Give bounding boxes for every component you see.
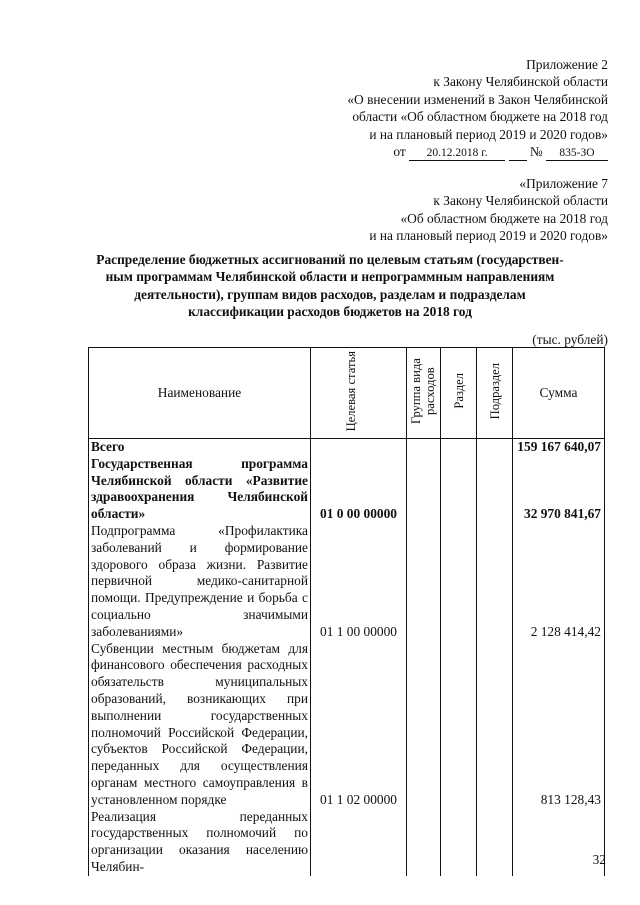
table-header-row xyxy=(89,348,605,439)
table-row xyxy=(89,641,605,809)
appendix-2-line-2: к Закону Челябинской области xyxy=(433,74,608,90)
appendix-7-header xyxy=(369,175,608,245)
header-name: Наименование xyxy=(89,348,311,439)
header-target: Целевая статья xyxy=(311,348,407,439)
row-name: Субвенции местным бюджетам для финансового обеспечения расходных обязательств муниципальных образований, возникающих при выполнении государственных полномочий Российской Федерации, субъектов Российской Федерации, переданных для осуществления органам местного самоуправления в установленном порядке xyxy=(89,641,311,809)
date-underline-gap xyxy=(509,147,527,161)
row-target: 01 1 02 00000 xyxy=(311,641,407,809)
row-section xyxy=(441,809,477,876)
row-group xyxy=(407,439,441,456)
header-section: Раздел xyxy=(441,348,477,439)
table-row xyxy=(89,456,605,523)
document-title xyxy=(80,251,580,321)
row-name: Всего xyxy=(89,439,311,456)
appendix-7-line-3: «Об областном бюджете на 2018 год xyxy=(400,210,608,226)
row-subsection xyxy=(477,456,513,523)
row-target xyxy=(311,809,407,876)
row-target xyxy=(311,439,407,456)
appendix-7-line-4: и на плановый период 2019 и 2020 годов» xyxy=(369,228,608,244)
row-group xyxy=(407,456,441,523)
row-target: 01 0 00 00000 xyxy=(311,456,407,523)
table-row xyxy=(89,439,605,456)
row-name: Реализация переданных государственных полномочий по организации оказания населению Челябин- xyxy=(89,809,311,876)
header-sum: Сумма xyxy=(513,348,605,439)
appendix-7-line-1: «Приложение 7 xyxy=(519,176,608,191)
appendix-2-line-5: и на плановый период 2019 и 2020 годов» xyxy=(369,126,608,142)
header-group: Группа вида расходов xyxy=(407,348,441,439)
date-prefix: от xyxy=(393,144,406,160)
number-prefix: № xyxy=(529,144,543,160)
row-group xyxy=(407,523,441,641)
row-section xyxy=(441,439,477,456)
table-row xyxy=(89,523,605,641)
law-number: 835-ЗО xyxy=(546,147,608,161)
budget-table-wrap xyxy=(88,347,604,874)
row-section xyxy=(441,641,477,809)
budget-table xyxy=(88,347,605,876)
row-sum: 159 167 640,07 xyxy=(513,439,605,456)
row-group xyxy=(407,641,441,809)
units-label: (тыс. рублей) xyxy=(532,332,608,347)
row-name: Государственная программа Челябинской области «Развитие здравоохранения Челябинской области» xyxy=(89,456,311,523)
title-line-1: Распределение бюджетных ассигнований по целевым статьям (государствен- xyxy=(96,252,564,267)
row-subsection xyxy=(477,439,513,456)
title-line-3: деятельности), группам видов расходов, разделам и подразделам xyxy=(134,286,526,302)
row-section xyxy=(441,523,477,641)
row-section xyxy=(441,456,477,523)
appendix-2-line-3: «О внесении изменений в Закон Челябинской xyxy=(347,91,608,107)
appendix-2-header xyxy=(347,56,608,161)
law-date: 20.12.2018 г. xyxy=(409,147,505,161)
header-subsection: Подраздел xyxy=(477,348,513,439)
row-sum xyxy=(513,809,605,876)
page-number: 32 xyxy=(592,852,606,867)
table-row xyxy=(89,809,605,876)
row-sum: 813 128,43 xyxy=(513,641,605,809)
row-name: Подпрограмма «Профилактика заболеваний и формирование здорового образа жизни. Развитие первичной медико-санитарной помощи. Предупреждение и борьба с социально значимыми заболеваниями» xyxy=(89,523,311,641)
appendix-7-line-2: к Закону Челябинской области xyxy=(433,193,608,209)
title-line-4: классификации расходов бюджетов на 2018 год xyxy=(188,304,472,320)
row-subsection xyxy=(477,809,513,876)
row-subsection xyxy=(477,641,513,809)
row-subsection xyxy=(477,523,513,641)
row-sum: 2 128 414,42 xyxy=(513,523,605,641)
row-sum: 32 970 841,67 xyxy=(513,456,605,523)
row-group xyxy=(407,809,441,876)
appendix-2-date-line xyxy=(347,143,608,161)
title-line-2: ным программам Челябинской области и непрограммным направлениям xyxy=(105,269,555,285)
appendix-2-line-4: области «Об областном бюджете на 2018 год xyxy=(352,109,608,125)
row-target: 01 1 00 00000 xyxy=(311,523,407,641)
appendix-2-line-1: Приложение 2 xyxy=(526,57,608,72)
